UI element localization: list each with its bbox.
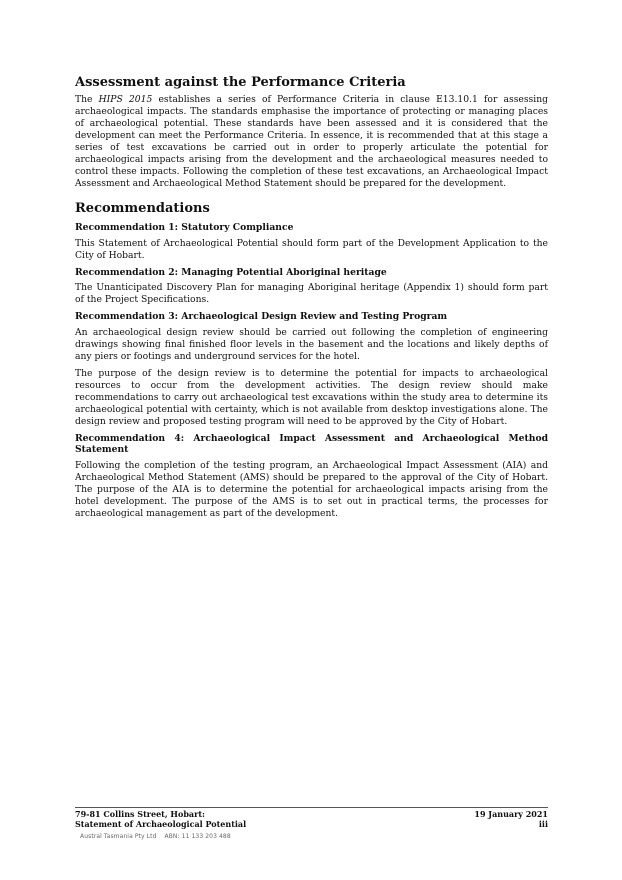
company-info [80, 833, 237, 840]
footer-document-title: Statement of Archaeological Potential [75, 819, 247, 829]
recommendations-heading: Recommendations [75, 201, 210, 216]
recommendation-1-paragraph: This Statement of Archaeological Potential should form part of the Development Application to the City of Hobart. [75, 237, 548, 261]
footer-right [474, 809, 548, 829]
assessment-paragraph [75, 94, 548, 190]
footer-left [75, 809, 246, 829]
recommendation-2-paragraph: The Unanticipated Discovery Plan for managing Aboriginal heritage (Appendix 1) should form part of the Project Specifications. [75, 282, 548, 305]
assessment-heading: Assessment against the Performance Criteria [75, 75, 406, 90]
company-abn: ABN: 11 133 203 488 [164, 833, 231, 840]
footer-address: 79-81 Collins Street, Hobart: [75, 809, 205, 819]
recommendation-1-title: Recommendation 1: Statutory Compliance [75, 222, 294, 233]
recommendation-4-title: Recommendation 4: Archaeological Impact Assessment and Archaeological Method Statement [75, 432, 548, 455]
recommendation-2-title: Recommendation 2: Managing Potential Aboriginal heritage [75, 266, 387, 278]
recommendation-4-paragraph: Following the completion of the testing program, an Archaeological Impact Assessment (AIA) and Archaeological Method Statement (AMS) should be prepared to the approval of the City of Hobart. The purpose of the AIA is to determine the potential for archaeological impacts arising from the hotel development. The purpose of the AMS is to set out in practical terms, the processes for archaeological management as part of the development. [75, 459, 548, 519]
footer-divider [75, 807, 548, 808]
recommendation-3-paragraph-2: The purpose of the design review is to determine the potential for impacts to archaeological resources to occur from the development activities. The design review should make recommendations to carry out archaeological test excavations within the study area to determine its archaeological potential with certainty, which is not available from desktop investigations alone. The design review and proposed testing program will need to be approved by the City of Hobart. [75, 367, 548, 427]
company-name: Austral Tasmania Pty Ltd [80, 833, 157, 840]
assessment-para-pre: The [75, 94, 99, 105]
footer-date: 19 January 2021 [474, 809, 548, 819]
recommendation-3-paragraph-1: An archaeological design review should be carried out following the completion of engineering drawings showing final finished floor levels in the basement and the locations and likely depths of any piers or footings and underground services for the hotel. [75, 326, 548, 362]
recommendation-3-title: Recommendation 3: Archaeological Design Review and Testing Program [75, 311, 448, 322]
page-content [75, 74, 548, 525]
hips-reference: HIPS 2015 [98, 94, 153, 105]
assessment-para-post: establishes a series of Performance Criteria in clause E13.10.1 for assessing archaeological impacts. The standards emphasise the importance of protecting or managing places of archaeological potential. These standards have been assessed and it is considered that the development can meet the Performance Criteria. In essence, it is recommended that at this stage a series of test excavations be carried out in order to properly articulate the potential for archaeological impacts arising from the development and the archaeological measures needed to control these impacts. Following the completion of these test excavations, an Archaeological Impact Assessment and Archaeological Method Statement should be prepared for the development. [75, 94, 549, 189]
page-number: iii [538, 819, 548, 829]
